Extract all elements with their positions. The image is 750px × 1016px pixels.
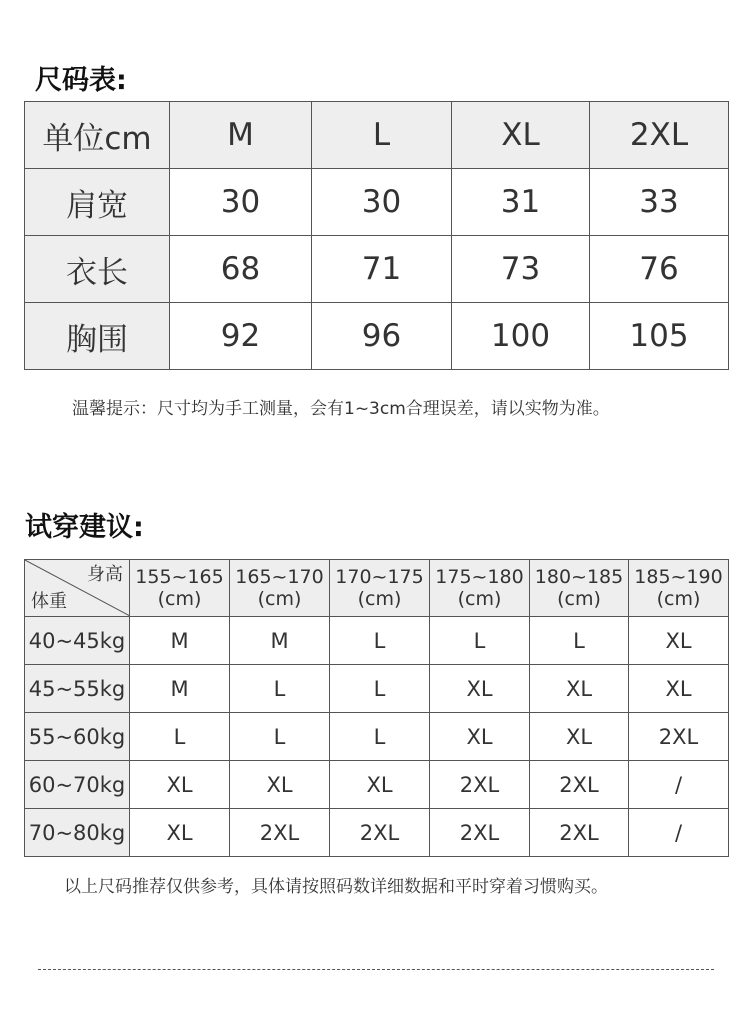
measurement-value: 31 [452, 169, 590, 236]
height-header-cell [230, 560, 330, 617]
size-chart-corner-label: 单位cm [25, 102, 170, 169]
height-range: 165~170 [235, 566, 324, 588]
recommended-size: L [130, 713, 230, 761]
fit-guide-disclaimer: 以上尺码推荐仅供参考，具体请按照码数详细数据和平时穿着习惯购买。 [64, 877, 608, 897]
measurement-value: 30 [312, 169, 452, 236]
height-unit: (cm) [457, 588, 502, 610]
measurement-value: 71 [312, 236, 452, 303]
measurement-tip: 温馨提示：尺寸均为手工测量，会有1~3cm合理误差，请以实物为准。 [72, 399, 610, 419]
dashed-divider [38, 969, 714, 970]
table-row [25, 809, 729, 857]
height-header-cell [629, 560, 729, 617]
height-unit: (cm) [357, 588, 402, 610]
measurement-value: 73 [452, 236, 590, 303]
table-row [25, 665, 729, 713]
height-range: 170~175 [335, 566, 424, 588]
recommended-size: L [430, 617, 530, 665]
height-header-cell [430, 560, 530, 617]
measurement-value: 100 [452, 303, 590, 370]
weight-axis-label: 体重 [31, 591, 67, 612]
size-chart-header-row [25, 102, 729, 169]
fit-guide-table [24, 559, 729, 857]
recommended-size: 2XL [330, 809, 430, 857]
height-unit: (cm) [157, 588, 202, 610]
measurement-value: 68 [170, 236, 312, 303]
height-axis-label: 身高 [87, 564, 123, 585]
recommended-size: L [330, 617, 430, 665]
height-unit: (cm) [557, 588, 601, 610]
fit-guide-header-row [25, 560, 729, 617]
measurement-value: 105 [590, 303, 729, 370]
size-chart-table [24, 101, 729, 370]
weight-label: 40~45kg [25, 617, 130, 665]
fit-guide-title: 试穿建议: [25, 512, 144, 543]
size-header-cell: 2XL [590, 102, 729, 169]
recommended-size: XL [130, 809, 230, 857]
recommended-size: L [330, 713, 430, 761]
recommended-size: XL [629, 617, 729, 665]
recommended-size: L [230, 665, 330, 713]
size-header-cell: M [170, 102, 312, 169]
table-row [25, 713, 729, 761]
recommended-size: XL [530, 713, 629, 761]
recommended-size: 2XL [530, 761, 629, 809]
measurement-label: 胸围 [25, 303, 170, 370]
recommended-size: XL [430, 665, 530, 713]
weight-label: 55~60kg [25, 713, 130, 761]
recommended-size: 2XL [230, 809, 330, 857]
recommended-size: XL [230, 761, 330, 809]
height-range: 180~185 [534, 566, 624, 588]
table-row [25, 169, 729, 236]
recommended-size: XL [530, 665, 629, 713]
recommended-size: M [230, 617, 330, 665]
table-row [25, 236, 729, 303]
recommended-size: 2XL [530, 809, 629, 857]
height-unit: (cm) [656, 588, 701, 610]
recommended-size: XL [430, 713, 530, 761]
measurement-label: 肩宽 [25, 169, 170, 236]
weight-label: 70~80kg [25, 809, 130, 857]
recommended-size: XL [629, 665, 729, 713]
size-chart-title: 尺码表: [35, 65, 127, 96]
height-header-cell [330, 560, 430, 617]
height-range: 175~180 [435, 566, 524, 588]
size-header-cell: L [312, 102, 452, 169]
recommended-size: XL [330, 761, 430, 809]
height-range: 185~190 [634, 566, 723, 588]
recommended-size: 2XL [629, 713, 729, 761]
table-row [25, 617, 729, 665]
table-row [25, 761, 729, 809]
measurement-value: 33 [590, 169, 729, 236]
recommended-size: XL [130, 761, 230, 809]
measurement-value: 96 [312, 303, 452, 370]
recommended-size: L [230, 713, 330, 761]
height-header-cell [130, 560, 230, 617]
height-unit: (cm) [257, 588, 302, 610]
weight-label: 60~70kg [25, 761, 130, 809]
recommended-size: / [629, 809, 729, 857]
measurement-value: 76 [590, 236, 729, 303]
height-range: 155~165 [135, 566, 224, 588]
measurement-value: 30 [170, 169, 312, 236]
fit-guide-corner-cell [25, 560, 130, 617]
recommended-size: M [130, 617, 230, 665]
measurement-value: 92 [170, 303, 312, 370]
height-header-cell [530, 560, 629, 617]
weight-label: 45~55kg [25, 665, 130, 713]
size-header-cell: XL [452, 102, 590, 169]
recommended-size: / [629, 761, 729, 809]
recommended-size: L [330, 665, 430, 713]
recommended-size: M [130, 665, 230, 713]
measurement-label: 衣长 [25, 236, 170, 303]
recommended-size: L [530, 617, 629, 665]
table-row [25, 303, 729, 370]
recommended-size: 2XL [430, 761, 530, 809]
recommended-size: 2XL [430, 809, 530, 857]
